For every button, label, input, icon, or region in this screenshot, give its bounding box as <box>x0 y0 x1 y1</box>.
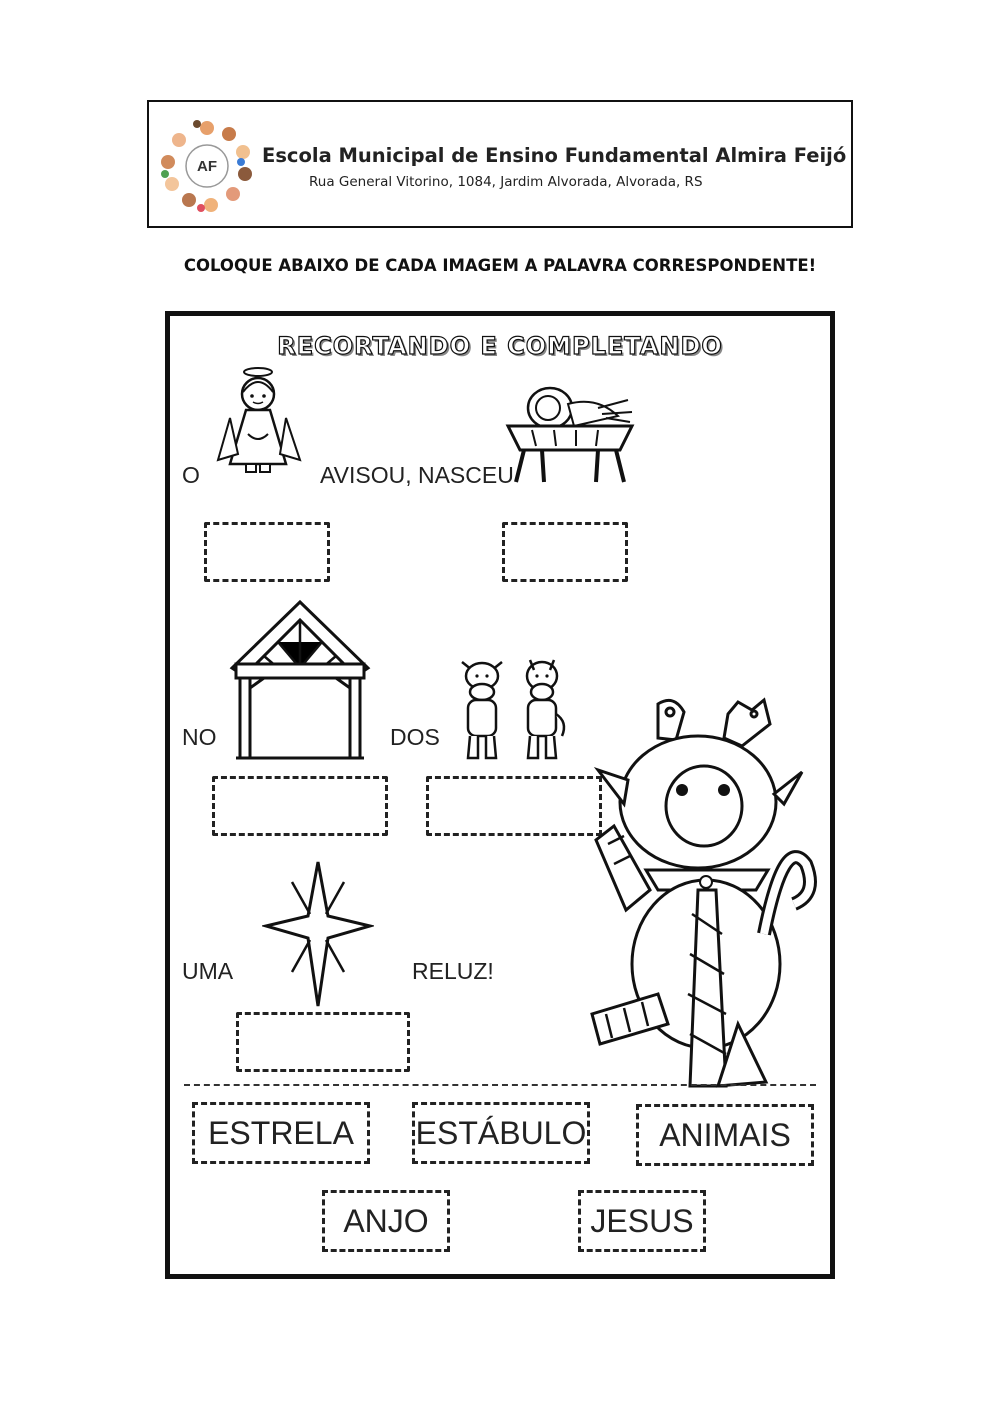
card-jesus[interactable]: JESUS <box>578 1190 706 1252</box>
answer-box-angel[interactable] <box>204 522 330 582</box>
word-o: O <box>182 462 200 488</box>
word-no: NO <box>182 724 217 750</box>
card-estabulo[interactable]: ESTÁBULO <box>412 1102 590 1164</box>
card-anjo[interactable]: ANJO <box>322 1190 450 1252</box>
school-name: Escola Municipal de Ensino Fundamental Almira Feijó <box>262 144 847 167</box>
word-dos: DOS <box>390 724 440 750</box>
worksheet-title: RECORTANDO E COMPLETANDO <box>277 332 723 360</box>
school-address: Rua General Vitorino, 1084, Jardim Alvorada, Alvorada, RS <box>309 174 703 190</box>
word-avisou-nasceu: AVISOU, NASCEU <box>320 462 514 488</box>
manger-baby-icon <box>502 382 638 488</box>
stable-icon <box>228 598 372 762</box>
angel-icon <box>216 364 302 482</box>
school-header <box>147 100 853 228</box>
reindeer-icon <box>588 694 824 1090</box>
answer-box-animals[interactable] <box>426 776 602 836</box>
instruction-text: COLOQUE ABAIXO DE CADA IMAGEM A PALAVRA CORRESPONDENTE! <box>183 256 817 275</box>
cut-line <box>184 1084 816 1086</box>
answer-box-star[interactable] <box>236 1012 410 1072</box>
card-animais[interactable]: ANIMAIS <box>636 1104 814 1166</box>
card-estrela[interactable]: ESTRELA <box>192 1102 370 1164</box>
word-uma: UMA <box>182 958 234 984</box>
answer-box-stable[interactable] <box>212 776 388 836</box>
school-logo <box>159 118 255 214</box>
animals-icon <box>454 652 574 764</box>
star-icon <box>262 860 374 1010</box>
svg-text:AF: AF <box>197 158 217 175</box>
worksheet <box>165 311 835 1279</box>
word-reluz: RELUZ! <box>412 958 494 984</box>
answer-box-baby[interactable] <box>502 522 628 582</box>
